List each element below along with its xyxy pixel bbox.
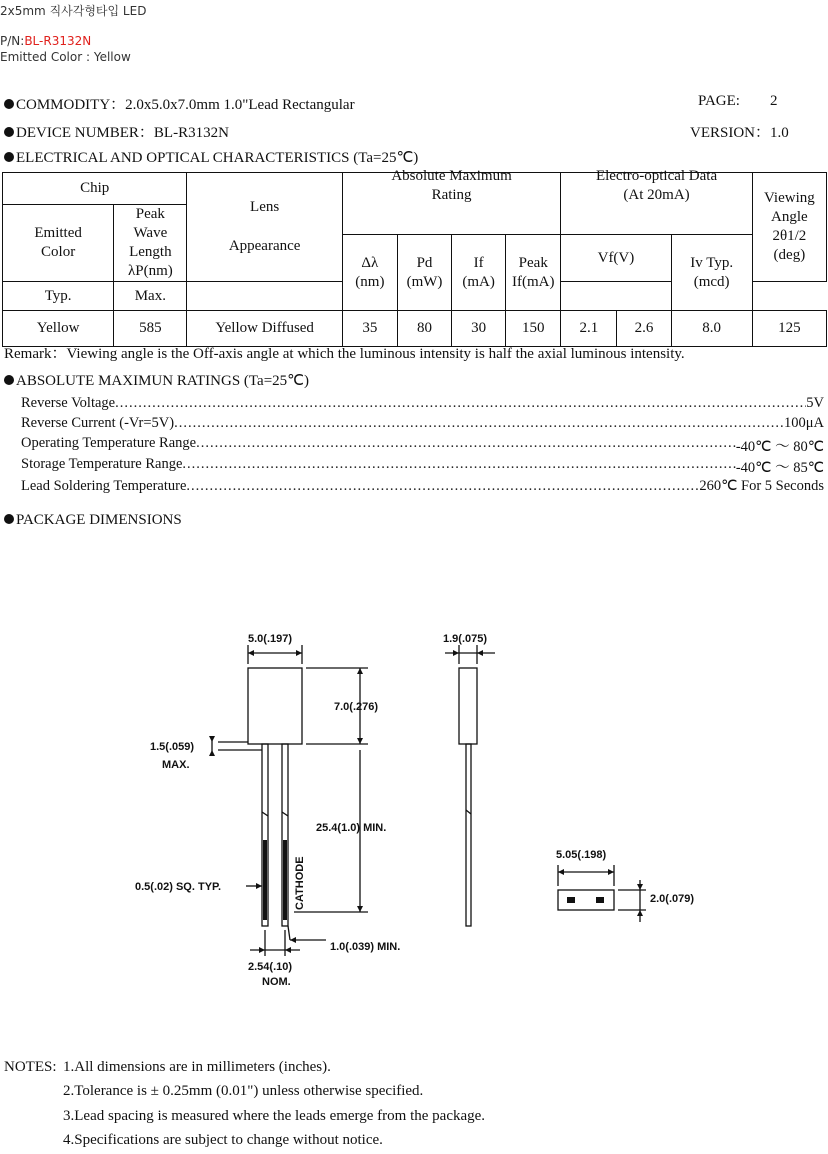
cell-iv: 8.0	[671, 311, 752, 347]
electrical-section-text: ELECTRICAL AND OPTICAL CHARACTERISTICS (Ta=25℃)	[16, 150, 419, 166]
peak-if-header	[506, 235, 561, 311]
lead-section-left	[567, 897, 575, 903]
commodity-line	[4, 93, 355, 114]
page-number	[698, 93, 777, 110]
delta-lambda-unit: (nm)	[355, 273, 385, 290]
cell-delta: 35	[342, 311, 397, 347]
cell-pd: 80	[397, 311, 451, 347]
lead-section-right	[596, 897, 604, 903]
note-item: 3.Lead spacing is measured where the leads emerge from the package.	[63, 1108, 486, 1124]
cell-lens: Yellow Diffused	[187, 311, 342, 347]
pd-label: Pd	[416, 254, 433, 271]
bullet-icon	[4, 375, 14, 385]
rating-value: -40℃ ～ 85℃	[735, 460, 824, 476]
pd-unit: (mW)	[406, 273, 443, 290]
vf-header: Vf(V)	[561, 235, 671, 282]
part-number-value: BL-R3132N	[24, 34, 92, 48]
bullet-icon	[4, 514, 14, 524]
notes-label: NOTES:	[4, 1059, 57, 1075]
cell-color: Yellow	[3, 311, 114, 347]
rating-row	[21, 435, 824, 456]
note-item: 1.All dimensions are in millimeters (inches).	[63, 1059, 331, 1075]
rating-label: Reverse Current (-Vr=5V)	[21, 415, 175, 431]
package-drawing	[0, 600, 828, 1000]
rating-label: Reverse Voltage	[21, 395, 116, 411]
if-label: If	[473, 254, 484, 271]
rating-value: 100μA	[784, 415, 824, 431]
pd-header	[397, 235, 451, 311]
device-number-line	[4, 121, 229, 142]
led-body-front	[248, 668, 302, 744]
iv-label: Iv Typ.	[690, 254, 734, 271]
rating-value: -40℃ ～ 80℃	[735, 439, 824, 455]
dim-standoff-note: MAX.	[162, 759, 190, 771]
commodity-text: COMMODITY：2.0x5.0x7.0mm 1.0"Lead Rectangular	[16, 97, 355, 113]
characteristics-table	[2, 167, 827, 347]
cell-angle: 125	[752, 311, 826, 347]
dim-top-height: 2.0(.079)	[650, 893, 695, 905]
vf-max-header: Max.	[114, 282, 187, 311]
device-number-text: DEVICE NUMBER：BL-R3132N	[16, 125, 229, 141]
emitted-color-line: Emitted Color : Yellow	[0, 50, 131, 64]
dim-height: 7.0(.276)	[334, 701, 379, 713]
bullet-icon	[4, 99, 14, 109]
dim-lead-sq: 0.5(.02) SQ. TYP.	[135, 881, 222, 893]
leader-dots	[186, 478, 699, 495]
rating-row	[21, 395, 824, 412]
rating-label: Lead Soldering Temperature	[21, 478, 187, 494]
remark: Remark：Viewing angle is the Off-axis angle at which the luminous intensity is half the axial luminous intensity.	[4, 346, 685, 362]
cell-if: 30	[452, 311, 506, 347]
part-number-label: P/N:	[0, 34, 25, 48]
dim-top-width: 5.05(.198)	[556, 849, 607, 861]
rating-label: Operating Temperature Range	[21, 435, 197, 451]
lens-label: Lens	[250, 199, 280, 215]
leader-dots	[182, 456, 735, 477]
electro-optical-label: Electro-optical Data (At 20mA)	[595, 167, 718, 203]
viewing-angle-label: Viewing Angle	[763, 190, 815, 225]
delta-lambda-label: Δλ	[361, 254, 379, 271]
dim-standoff: 1.5(.059)	[150, 741, 195, 753]
electro-optical-header	[561, 167, 752, 235]
if-header	[452, 235, 506, 311]
ratings-title	[4, 371, 309, 390]
cathode-label: CATHODE	[294, 856, 306, 910]
dim-spacing: 2.54(.10)	[248, 961, 293, 973]
abs-max-header	[342, 167, 561, 235]
page-value: 2	[769, 93, 778, 109]
delta-lambda-header	[342, 235, 397, 311]
dim-lead-length: 25.4(1.0) MIN.	[316, 822, 387, 834]
package-title	[4, 512, 182, 529]
peak-wave-label: Peak Wave Length λP(nm)	[127, 206, 173, 279]
appearance-label: Appearance	[228, 238, 301, 254]
lead-side	[466, 744, 471, 926]
part-number-line	[0, 34, 91, 48]
peak-label: Peak	[518, 254, 548, 271]
leader-dots	[174, 415, 784, 432]
led-body-top	[558, 890, 614, 910]
deg-label: (deg)	[773, 247, 806, 263]
dim-width: 5.0(.197)	[248, 633, 293, 645]
viewing-angle-header	[752, 173, 826, 282]
rating-row	[21, 415, 824, 432]
rating-value: 260℃ For 5 Seconds	[699, 478, 824, 494]
bullet-icon	[4, 152, 14, 162]
two-theta-label: 2θ1/2	[772, 228, 807, 244]
peak-unit: If(mA)	[512, 273, 555, 290]
version-line: VERSION：1.0	[690, 125, 789, 141]
chip-header: Chip	[3, 173, 187, 205]
dim-spacing-note: NOM.	[262, 976, 291, 988]
ratings-title-text: ABSOLUTE MAXIMUN RATINGS (Ta=25℃)	[16, 373, 309, 389]
if-unit: (mA)	[462, 273, 495, 290]
rating-value: 5V	[806, 395, 824, 411]
iv-unit: (mcd)	[693, 273, 730, 290]
page-label: PAGE:	[698, 93, 740, 109]
note-item: 4.Specifications are subject to change without notice.	[63, 1132, 383, 1148]
cell-vf-max: 2.6	[617, 311, 671, 347]
lens-header	[187, 173, 342, 282]
package-title-text: PACKAGE DIMENSIONS	[16, 512, 182, 528]
peak-wave-header	[114, 205, 187, 282]
emitted-color-label: Emitted Color	[34, 225, 82, 260]
led-body-side	[459, 668, 477, 744]
rating-label: Storage Temperature Range	[21, 456, 183, 472]
cell-vf-typ: 2.1	[561, 311, 617, 347]
electrical-section-title	[4, 148, 418, 167]
rating-row	[21, 478, 824, 495]
leader-dots	[196, 435, 736, 456]
cell-peak: 150	[506, 311, 561, 347]
cell-wavelength: 585	[114, 311, 187, 347]
leader-dots	[115, 395, 806, 412]
rating-row	[21, 456, 824, 477]
dim-thickness: 1.9(.075)	[443, 633, 488, 645]
page-heading: 2x5mm 직사각형타입 LED	[0, 4, 147, 18]
vf-typ-header: Typ.	[3, 282, 114, 311]
iv-header	[671, 235, 752, 311]
note-item: 2.Tolerance is ± 0.25mm (0.01") unless otherwise specified.	[63, 1083, 424, 1099]
dim-bottom: 1.0(.039) MIN.	[330, 941, 401, 953]
bullet-icon	[4, 127, 14, 137]
abs-max-label: Absolute Maximum Rating	[391, 167, 512, 203]
emitted-color-header	[3, 205, 114, 282]
